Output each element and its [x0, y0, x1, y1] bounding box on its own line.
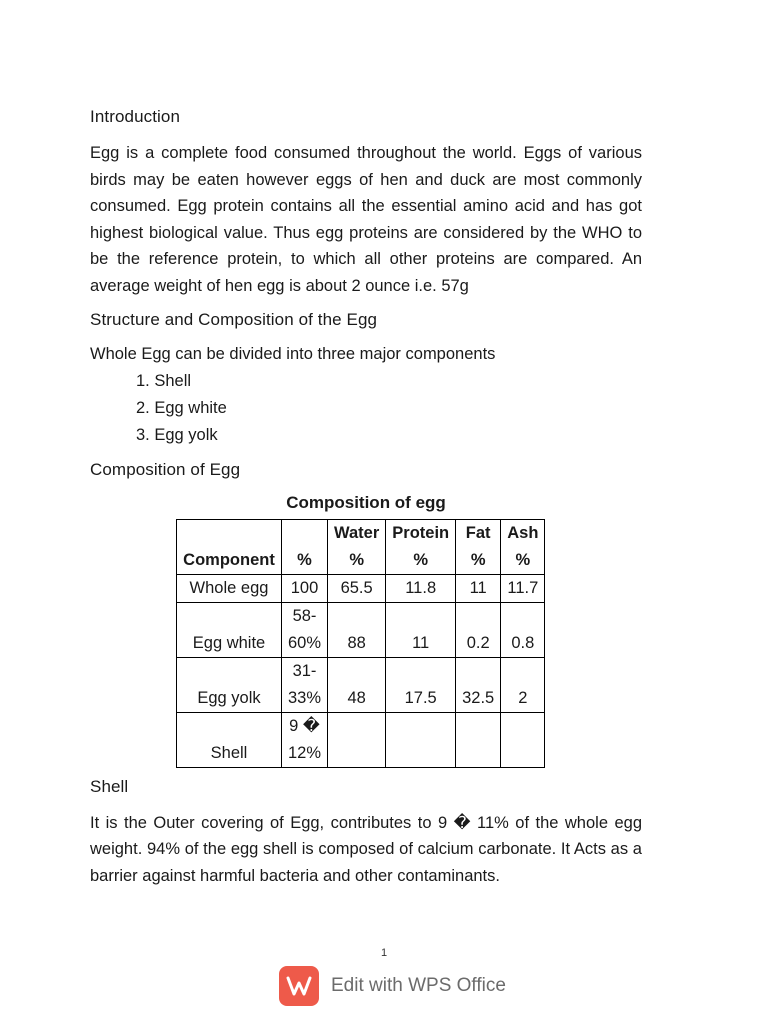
structure-paragraph: Whole Egg can be divided into three major components [90, 345, 496, 363]
components-list [136, 368, 642, 449]
table-row [177, 602, 545, 657]
table-row [177, 657, 545, 712]
composition-table [176, 519, 545, 768]
table-cell: 88 [328, 602, 386, 657]
structure-heading: Structure and Composition of the Egg [90, 310, 378, 329]
table-cell: 32.5 [456, 657, 501, 712]
list-item: 2. Egg white [136, 398, 227, 417]
col-header-ash: Ash % [501, 519, 545, 574]
table-cell: 0.2 [456, 602, 501, 657]
table-title: Composition of egg [286, 492, 446, 512]
intro-heading: Introduction [90, 107, 181, 126]
table-cell: 100 [282, 574, 328, 602]
page-number: 1 [380, 947, 388, 959]
list-item: 3. Egg yolk [136, 425, 218, 444]
table-row [177, 574, 545, 602]
table-cell: Whole egg [177, 574, 282, 602]
table-cell: 11 [456, 574, 501, 602]
table-row [177, 712, 545, 767]
wps-logo-icon [279, 966, 319, 1006]
table-cell: 17.5 [386, 657, 456, 712]
table-cell [501, 712, 545, 767]
composition-heading: Composition of Egg [90, 459, 241, 479]
shell-heading: Shell [90, 776, 129, 796]
list-item: 1. Shell [136, 371, 192, 390]
col-header-component: Component [177, 519, 282, 574]
table-cell [328, 712, 386, 767]
table-cell: 11 [386, 602, 456, 657]
shell-paragraph: It is the Outer covering of Egg, contributes to 9 � 11% of the whole egg weight. 94% of the egg shell is composed of calcium carbonate. It Acts as a barrier against harmful bacteria and other contaminants. [90, 813, 642, 885]
table-cell [386, 712, 456, 767]
col-header-percent: % [282, 519, 328, 574]
table-cell: 11.7 [501, 574, 545, 602]
table-cell: 2 [501, 657, 545, 712]
intro-paragraph: Egg is a complete food consumed throughout the world. Eggs of various birds may be eaten however eggs of hen and duck are most commonly consumed. Egg protein contains all the essential amino acid and has got highest biological value. Thus egg proteins are considered by the WHO to be the reference protein, to which all other proteins are compared. An average weight of hen egg is about 2 ounce i.e. 57g [90, 144, 642, 295]
document-page [90, 104, 642, 889]
table-cell: Egg white [177, 602, 282, 657]
table-cell: 48 [328, 657, 386, 712]
wps-edit-banner[interactable] [279, 964, 506, 1008]
table-cell: 9 � 12% [282, 712, 328, 767]
table-cell: 65.5 [328, 574, 386, 602]
table-cell: 31-33% [282, 657, 328, 712]
col-header-fat: Fat % [456, 519, 501, 574]
table-cell: Egg yolk [177, 657, 282, 712]
table-cell: 58-60% [282, 602, 328, 657]
table-cell: 0.8 [501, 602, 545, 657]
table-cell: Shell [177, 712, 282, 767]
col-header-water: Water % [328, 519, 386, 574]
wps-edit-label: Edit with WPS Office [331, 975, 506, 996]
table-cell: 11.8 [386, 574, 456, 602]
table-header-row [177, 519, 545, 574]
table-cell [456, 712, 501, 767]
col-header-protein: Protein % [386, 519, 456, 574]
